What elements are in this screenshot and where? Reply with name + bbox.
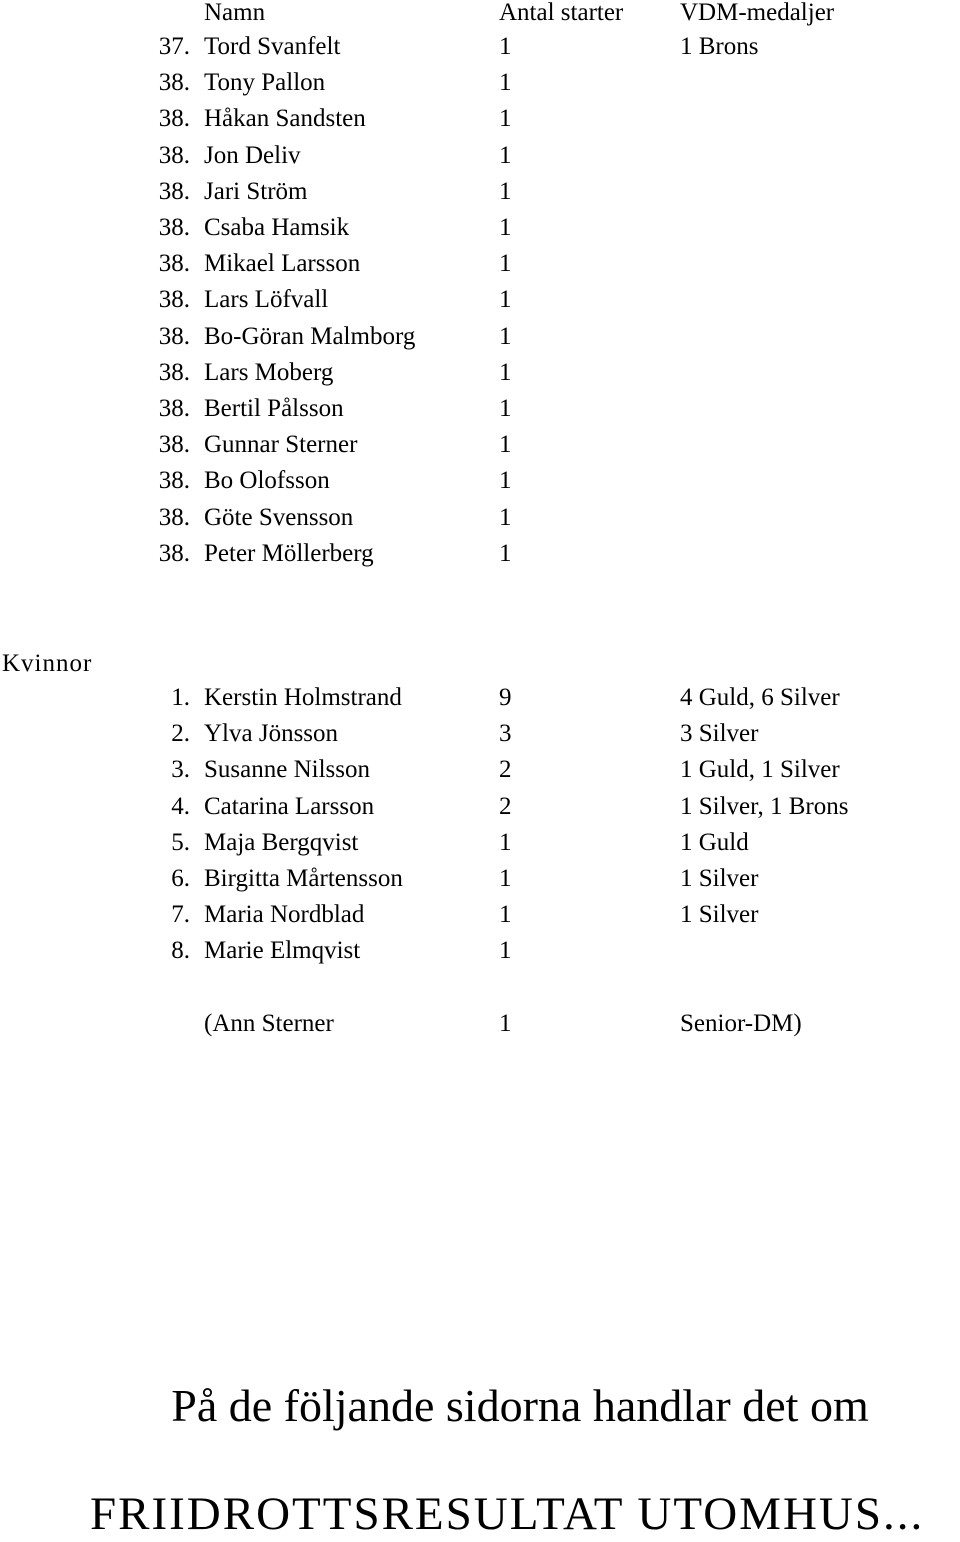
name-cell: Håkan Sandsten xyxy=(204,105,366,133)
name-cell: Jari Ström xyxy=(204,177,308,205)
rank-cell: 38. xyxy=(158,286,190,314)
name-cell: Kerstin Holmstrand xyxy=(204,684,402,711)
name-cell: Susanne Nilsson xyxy=(204,756,370,784)
starts-cell: 1 xyxy=(499,539,512,567)
starts-cell: 1 xyxy=(499,467,512,495)
starts-cell: 1 xyxy=(499,286,512,314)
table-row xyxy=(0,282,960,318)
name-cell: Mikael Larsson xyxy=(204,250,361,278)
starts-cell: 1 xyxy=(499,937,512,965)
rank-cell: 37. xyxy=(158,33,190,60)
starts-cell: 1 xyxy=(499,177,512,205)
medals-cell: 1 Guld, 1 Silver xyxy=(680,756,840,784)
rank-cell: 38. xyxy=(158,322,190,350)
starts-cell: 3 xyxy=(499,720,512,748)
rank-cell: 38. xyxy=(158,69,190,97)
table-row xyxy=(0,752,960,788)
medals-cell: 1 Guld xyxy=(680,828,749,856)
rank-cell: 38. xyxy=(158,177,190,205)
note-name: (Ann Sterner xyxy=(204,1010,334,1037)
name-cell: Peter Möllerberg xyxy=(204,539,374,567)
starts-cell: 1 xyxy=(499,214,512,241)
rank-cell: 2. xyxy=(171,720,190,748)
starts-cell: 1 xyxy=(499,69,512,97)
footer-line-2: FRIIDROTTSRESULTAT UTOMHUS... xyxy=(90,1488,925,1540)
name-cell: Maja Bergqvist xyxy=(204,828,359,856)
rank-cell: 38. xyxy=(158,105,190,133)
rank-cell: 38. xyxy=(158,395,190,422)
footer-line-1: På de följande sidorna handlar det om xyxy=(171,1380,869,1431)
table-row xyxy=(0,319,960,355)
starts-cell: 1 xyxy=(499,358,512,386)
starts-cell: 9 xyxy=(499,684,512,711)
starts-cell: 1 xyxy=(499,322,512,350)
starts-cell: 1 xyxy=(499,33,512,60)
starts-cell: 1 xyxy=(499,901,512,929)
rank-cell: 38. xyxy=(158,250,190,278)
name-cell: Bo Olofsson xyxy=(204,467,330,495)
name-cell: Göte Svensson xyxy=(204,503,354,531)
medals-cell: 1 Brons xyxy=(680,33,759,60)
name-cell: Jon Deliv xyxy=(204,141,301,169)
medals-cell: 3 Silver xyxy=(680,720,759,748)
table-row xyxy=(0,427,960,463)
name-cell: Marie Elmqvist xyxy=(204,937,361,965)
table-row xyxy=(0,680,960,716)
table-row xyxy=(0,246,960,282)
rank-cell: 4. xyxy=(171,792,190,820)
women-section-label: Kvinnor xyxy=(2,650,93,677)
rank-cell: 38. xyxy=(158,503,190,531)
rank-cell: 38. xyxy=(158,431,190,459)
name-cell: Tord Svanfelt xyxy=(204,33,341,60)
table-row xyxy=(0,138,960,174)
rank-cell: 38. xyxy=(158,141,190,169)
rank-cell: 1. xyxy=(171,684,190,711)
starts-cell: 1 xyxy=(499,105,512,133)
name-cell: Gunnar Sterner xyxy=(204,431,358,459)
table-row xyxy=(0,933,960,969)
name-cell: Lars Moberg xyxy=(204,358,334,386)
name-cell: Tony Pallon xyxy=(204,69,326,97)
table-row xyxy=(0,65,960,101)
note-starts: 1 xyxy=(499,1010,512,1037)
table-row xyxy=(0,500,960,536)
name-cell: Csaba Hamsik xyxy=(204,214,350,241)
starts-cell: 1 xyxy=(499,865,512,892)
table-row xyxy=(0,355,960,391)
name-cell: Bertil Pålsson xyxy=(204,395,344,422)
table-row xyxy=(0,101,960,137)
rank-cell: 38. xyxy=(158,214,190,241)
rank-cell: 3. xyxy=(171,756,190,784)
rank-cell: 5. xyxy=(171,828,190,856)
starts-cell: 1 xyxy=(499,395,512,422)
starts-cell: 1 xyxy=(499,503,512,531)
rank-cell: 38. xyxy=(158,358,190,386)
rank-cell: 38. xyxy=(158,539,190,567)
table-row xyxy=(0,463,960,499)
starts-cell: 1 xyxy=(499,250,512,278)
starts-cell: 2 xyxy=(499,792,512,820)
column-header-medals: VDM-medaljer xyxy=(680,0,835,26)
starts-cell: 1 xyxy=(499,431,512,459)
name-cell: Ylva Jönsson xyxy=(204,720,339,748)
medals-cell: 1 Silver xyxy=(680,865,759,892)
rank-cell: 6. xyxy=(171,865,190,892)
column-header-name: Namn xyxy=(204,0,266,26)
name-cell: Lars Löfvall xyxy=(204,286,329,314)
rank-cell: 8. xyxy=(171,937,190,965)
column-header-starts: Antal starter xyxy=(499,0,624,26)
table-row xyxy=(0,391,960,427)
note-medals: Senior-DM) xyxy=(680,1010,802,1037)
table-row xyxy=(0,861,960,897)
starts-cell: 2 xyxy=(499,756,512,784)
name-cell: Maria Nordblad xyxy=(204,901,365,929)
starts-cell: 1 xyxy=(499,141,512,169)
table-row xyxy=(0,897,960,933)
table-row xyxy=(0,536,960,572)
name-cell: Birgitta Mårtensson xyxy=(204,865,403,892)
rank-cell: 38. xyxy=(158,467,190,495)
medals-cell: 1 Silver, 1 Brons xyxy=(680,792,849,820)
table-row xyxy=(0,174,960,210)
name-cell: Catarina Larsson xyxy=(204,792,375,820)
name-cell: Bo-Göran Malmborg xyxy=(204,322,416,350)
medals-cell: 4 Guld, 6 Silver xyxy=(680,684,840,711)
rank-cell: 7. xyxy=(171,901,190,929)
table-row xyxy=(0,210,960,246)
table-row xyxy=(0,789,960,825)
table-row xyxy=(0,825,960,861)
table-row xyxy=(0,716,960,752)
note-row xyxy=(0,1006,960,1042)
starts-cell: 1 xyxy=(499,828,512,856)
table-row xyxy=(0,29,960,65)
medals-cell: 1 Silver xyxy=(680,901,759,929)
